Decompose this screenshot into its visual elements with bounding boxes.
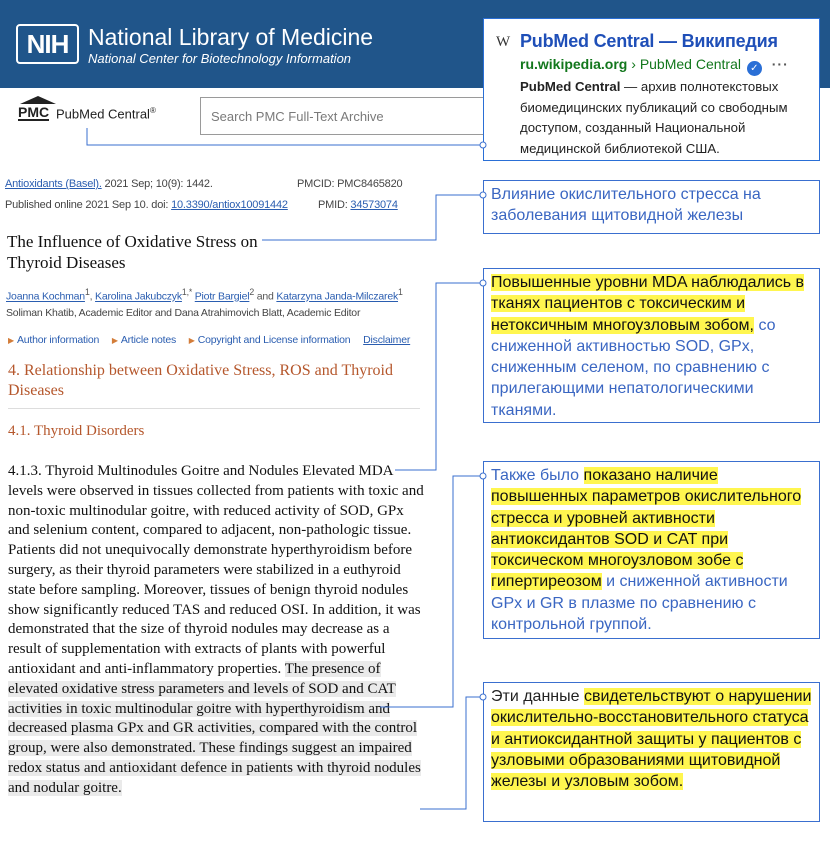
- pmc-reg: ®: [149, 106, 156, 115]
- body-plain: 4.1.3. Thyroid Multinodules Goitre and Nodules Elevated MDA levels were observed in tissues collected from patients with toxic and non-toxic multinodular goitre, with reduced activity of SOD, GPx and selenium content, compared to adjacent, non-pathologic tissue. Patients did not unequivocally demonstrate hyperthyroidism before surgery, as their thyroid parameters were stabilized in a euthyroid state before sampling. Moreover, tissues of benign thyroid nodules show significantly reduced TAS and reduced OSI. In addition, it was demonstrated that the size of thyroid nodules may decrease as a result of supplementation with extracts of plants with powerful antioxidant and anti-inflammatory properties.: [8, 463, 424, 677]
- pmc-logo-text: PMC: [18, 104, 50, 120]
- note2-highlight: Повышенные уровни MDA наблюдались в тканях пациентов с токсическим и нетоксичным многоузловым зобом,: [491, 274, 805, 334]
- authors-and: and: [256, 290, 274, 303]
- triangle-right-icon: ▶: [8, 336, 14, 345]
- author-link[interactable]: Karolina Jakubczyk: [95, 290, 182, 303]
- note3-highlight: показано наличие повышенных параметров окислительного стресса и уровней активности антиоксидантов SOD и CAT при токсическом многоузловом зобе с гипертиреозом: [491, 467, 802, 591]
- pmc-name: [56, 106, 156, 121]
- info-links: [8, 334, 410, 346]
- pmid-label: PMID:: [318, 199, 351, 211]
- author-sup: 2: [249, 287, 255, 297]
- wiki-desc-rest: — архив полнотекстовых биомедицинских публикаций со свободным доступом, созданный Национальной медицинской библиотекой США.: [520, 79, 788, 156]
- check-icon: ✓: [747, 61, 762, 76]
- citation-journal-line: [5, 178, 213, 190]
- pmid-line: [318, 199, 398, 211]
- wiki-desc-bold: PubMed Central: [520, 79, 621, 94]
- disclaimer-link[interactable]: Disclaimer: [363, 334, 411, 346]
- pmid-link[interactable]: 34573074: [350, 199, 398, 211]
- note4-start: Эти данные: [491, 688, 584, 705]
- article-notes-label: Article notes: [120, 334, 177, 346]
- copyright-link[interactable]: [189, 334, 351, 346]
- search-input[interactable]: [201, 98, 489, 134]
- pmcid: PMCID: PMC8465820: [297, 178, 403, 190]
- note-conclusion: [483, 682, 820, 822]
- nlm-subtitle: National Center for Biotechnology Information: [88, 51, 352, 66]
- note3-rest: и сниженной активности GPx и GR в плазме по сравнению с контрольной группой.: [491, 573, 788, 634]
- wikipedia-card[interactable]: [483, 18, 820, 161]
- note-title-translation: Влияние окислительного стресса на заболевания щитовидной железы: [483, 180, 820, 234]
- subsection-heading: 4.1. Thyroid Disorders: [8, 423, 145, 439]
- wiki-description: [520, 77, 815, 159]
- wiki-domain: ru.wikipedia.org: [520, 56, 628, 72]
- author-link[interactable]: Joanna Kochman: [6, 290, 85, 303]
- note-mda-levels: [483, 268, 820, 423]
- article-title: The Influence of Oxidative Stress on Thyroid Diseases: [7, 232, 258, 272]
- note-oxidative-parameters: [483, 461, 820, 639]
- author-list: Joanna Kochman$^1$, Karolina Jakubczyk$^{1,*}$ Piotr Bargiel$^2$ and Katarzyna Janda-Milczarek$^1$: [6, 287, 403, 303]
- section-heading: 4. Relationship between Oxidative Stress, ROS and Thyroid Diseases: [8, 362, 393, 399]
- triangle-right-icon: ▶: [188, 336, 195, 345]
- note4-highlight: свидетельствуют о нарушении окислительно-восстановительного статуса и антиоксидантной защиты у пациентов с узловыми образованиями щитовидной железы и узловым зобом.: [491, 688, 812, 791]
- journal-link[interactable]: Antioxidants (Basel).: [5, 178, 102, 190]
- copyright-label: Copyright and License information: [197, 334, 351, 346]
- note3-start: Также было: [491, 467, 584, 484]
- author-sup: 1: [84, 287, 90, 297]
- published-text: Published online 2021 Sep 10. doi:: [5, 199, 172, 211]
- more-icon[interactable]: ···: [771, 56, 789, 72]
- pmc-logo[interactable]: [18, 96, 178, 130]
- connector-findings: [420, 697, 483, 809]
- triangle-right-icon: ▶: [111, 336, 118, 345]
- author-info-label: Author information: [16, 334, 100, 346]
- pmc-name-text: PubMed Central: [56, 106, 150, 122]
- connector-mda: [395, 283, 483, 470]
- citation-date: 2021 Sep; 10(9): 1442.: [101, 178, 213, 190]
- nlm-title[interactable]: National Library of Medicine: [88, 24, 374, 50]
- article-notes-link[interactable]: [112, 334, 176, 346]
- section-divider: [8, 408, 420, 409]
- pmc-roof-icon: [20, 96, 56, 104]
- wiki-site: PubMed Central: [639, 56, 741, 72]
- author-link[interactable]: Katarzyna Janda-Milczarek: [276, 290, 399, 303]
- author-sup: 1: [398, 287, 403, 297]
- wikipedia-icon: W: [496, 34, 511, 50]
- published-line: [5, 199, 288, 211]
- wiki-url: [520, 56, 789, 76]
- body-highlight: The presence of elevated oxidative stress parameters and levels of SOD and CAT activities in toxic multinodular goitre with hyperthyroidism and decreased plasma GPx and GR activities, compared with the control group, were also demonstrated. These findings suggest an impaired redox status and antioxidant defence in patients with thyroid nodules and nodular goitre.: [8, 660, 421, 796]
- editors: Soliman Khatib, Academic Editor and Dana Atrahimovich Blatt, Academic Editor: [6, 307, 361, 319]
- body-paragraph: [8, 462, 426, 799]
- doi-link[interactable]: 10.3390/antiox10091442: [171, 199, 288, 211]
- search-box: [200, 97, 490, 135]
- author-info-link[interactable]: [8, 334, 99, 346]
- author-link[interactable]: Piotr Bargiel: [194, 290, 250, 303]
- author-sup: 1,*: [181, 287, 193, 297]
- nih-logo[interactable]: NIH: [16, 24, 79, 64]
- wiki-separator: ›: [631, 56, 636, 72]
- note2-rest: со сниженной активностью SOD, GPx, сниженным селеном, по сравнению с прилегающими непатологическими тканями.: [491, 316, 776, 419]
- wiki-title[interactable]: PubMed Central — Википедия: [520, 31, 778, 51]
